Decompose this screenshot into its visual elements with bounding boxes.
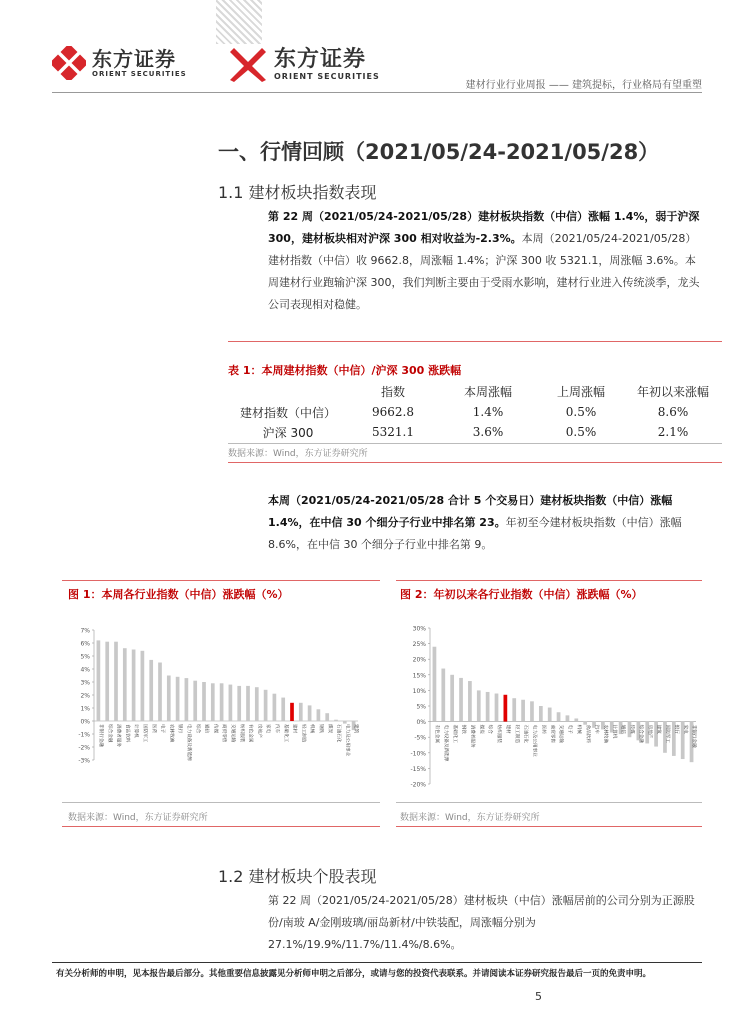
bar	[334, 720, 338, 721]
x-category-label: 通信	[620, 724, 626, 734]
bar	[459, 678, 463, 722]
bar	[574, 718, 578, 721]
x-category-label: 计算机	[611, 724, 617, 739]
x-category-label: 机械	[575, 724, 581, 734]
bar	[141, 651, 145, 721]
paragraph-normal-text: 本周（2021/05/24-2021/05/28）建材指数（中信）收 9662.8，周涨幅 1.4%；沪深 300 收 5321.1，周涨幅 3.6%。本周建材行业跑输沪深 300，我们判断主要由于受雨水影响，建材行业进入传统淡季，龙头公司表现相对稳健。	[268, 232, 700, 311]
x-category-label: 农林牧渔	[602, 724, 608, 743]
x-category-label: 轻工制造	[513, 724, 519, 743]
x-category-label: 电子	[567, 724, 573, 734]
paragraph-ranking	[268, 490, 702, 556]
bar	[512, 698, 516, 721]
x-category-label: 建材	[291, 724, 297, 734]
table-cell: 8.6%	[657, 405, 689, 419]
footer-divider	[52, 962, 702, 963]
y-tick-label: 20%	[412, 656, 426, 664]
x-category-label: 汽车	[274, 724, 279, 734]
x-category-label: 通信	[203, 724, 209, 734]
figure2-bottom-rule	[396, 826, 702, 827]
figure1-title: 图 1：本周各行业指数（中信）涨跌幅（%）	[68, 588, 289, 601]
x-category-label: 交通运输	[558, 724, 564, 743]
table-cell: 0.5%	[565, 405, 597, 419]
x-category-label: 食品饮料	[584, 724, 590, 743]
x-category-label: 基础化工	[282, 724, 288, 743]
bar	[97, 640, 101, 721]
table-row	[228, 402, 722, 422]
figure2-source: 数据来源：Wind，东方证券研究所	[400, 813, 540, 823]
bar	[220, 683, 224, 721]
figure1-source: 数据来源：Wind，东方证券研究所	[68, 813, 208, 823]
figure2-title: 图 2：年初以来各行业指数（中信）涨跌幅（%）	[400, 588, 643, 601]
x-category-label: 有色金属	[247, 724, 253, 743]
x-category-label: 建筑	[655, 724, 661, 734]
bar	[504, 695, 508, 722]
logo-name-en: ORIENT SECURITIES	[92, 69, 187, 78]
figure2-top-rule	[396, 580, 702, 581]
x-category-label: 综合	[487, 724, 493, 734]
bar	[185, 678, 189, 721]
x-category-label: 银行	[177, 724, 183, 734]
orient-logo-left	[52, 46, 187, 80]
y-tick-label: 30%	[412, 625, 426, 633]
paragraph-index-performance	[268, 206, 702, 316]
orient-logo-mark-icon	[52, 46, 86, 80]
bar	[202, 682, 206, 721]
bar	[273, 694, 277, 721]
bar	[495, 694, 499, 722]
x-category-label: 商贸零售	[549, 724, 555, 743]
y-tick-label: 1%	[80, 705, 90, 713]
table-header-cell	[228, 380, 348, 402]
x-category-label: 家电	[682, 724, 688, 734]
y-tick-label: 6%	[80, 640, 90, 648]
x-category-label: 医药	[150, 724, 156, 734]
table-header-cell: 年初以来涨幅	[636, 384, 709, 399]
table-cell: 沪深 300	[262, 425, 314, 440]
y-tick-label: 4%	[80, 666, 90, 674]
bar	[264, 690, 268, 721]
chart-ytd-industry-change	[396, 620, 702, 800]
x-category-label: 农林牧渔	[168, 724, 174, 743]
x-category-label: 汽车	[593, 724, 599, 734]
y-tick-label: 0%	[80, 718, 90, 726]
x-category-label: 石油石化	[522, 724, 528, 743]
x-category-label: 消费者服务	[469, 724, 475, 748]
table-cell: 建材指数（中信）	[239, 405, 336, 420]
y-tick-label: -15%	[410, 765, 426, 773]
bar	[557, 712, 561, 721]
bar	[566, 715, 570, 721]
report-title: 建材行业行业周报 —— 建筑提标，行业格局有望重塑	[465, 80, 702, 91]
x-category-label: 计算机	[133, 724, 139, 738]
x-category-label: 综合	[194, 724, 200, 734]
x-category-label: 商贸零售	[221, 724, 227, 743]
y-tick-label: 0%	[416, 719, 426, 727]
x-category-label: 电力设备及新能源	[442, 724, 448, 762]
bar	[433, 647, 437, 722]
bar	[237, 686, 241, 721]
y-tick-label: -10%	[410, 750, 426, 758]
logo-name-cn: 东方证券	[274, 46, 367, 72]
x-category-label: 国防军工	[142, 724, 147, 743]
x-category-label: 传媒	[629, 724, 635, 734]
x-category-label: 房地产	[646, 724, 652, 739]
bar	[114, 642, 118, 721]
x-category-label: 非银行金融	[691, 724, 697, 748]
page-number: 5	[535, 990, 542, 1003]
paragraph-bold-text: 本周（2021/05/24-2021/05/28 合计 5 个交易日）建材板块指数（中信）涨幅 1.4%，在中信 30 个细分子行业中排名第 23。	[268, 494, 673, 529]
table-top-rule	[228, 341, 722, 342]
bar	[521, 700, 525, 722]
x-category-label: 交通运输	[230, 724, 235, 743]
bar	[317, 709, 321, 721]
table-source: 数据来源：Wind，东方证券研究所	[228, 449, 368, 459]
bar	[132, 650, 136, 722]
y-tick-label: 15%	[412, 672, 426, 680]
paragraph-stock-performance: 第 22 周（2021/05/24-2021/05/28）建材板块（中信）涨幅居前的公司分别为正源股份/南玻 A/金刚玻璃/丽岛新材/中铁装配，周涨幅分别为 27.1%/19.9%/11.7%/11.4%/8.6%。	[268, 894, 695, 951]
x-category-label: 消费者服务	[115, 724, 121, 747]
y-tick-label: 2%	[80, 692, 90, 700]
table-cell: 2.1%	[657, 425, 689, 439]
logo-name-cn: 东方证券	[92, 46, 176, 71]
bar	[176, 677, 180, 721]
header-hatch-decoration	[216, 0, 262, 44]
table-cell: 1.4%	[472, 405, 504, 419]
figure1-source-rule	[62, 802, 380, 803]
x-category-label: 电子	[159, 724, 165, 734]
figure1-top-rule	[62, 580, 380, 581]
x-category-label: 食品饮料	[124, 724, 130, 743]
x-category-label: 国防军工	[664, 724, 670, 743]
bar	[299, 703, 303, 721]
y-tick-label: -3%	[78, 757, 90, 765]
bar	[149, 660, 153, 721]
y-tick-label: 25%	[412, 641, 426, 649]
chart-weekly-industry-change	[62, 620, 362, 800]
table-header-cell: 指数	[380, 384, 405, 399]
y-tick-label: -5%	[414, 734, 426, 742]
subsection-title-1: 1.1 建材板块指数表现	[218, 183, 377, 202]
x-category-label: 纺织服装	[238, 724, 244, 743]
table-row	[228, 422, 722, 442]
y-tick-label: -1%	[78, 731, 90, 739]
y-tick-label: 5%	[80, 653, 90, 661]
y-tick-label: -2%	[78, 744, 90, 752]
y-tick-label: 5%	[416, 703, 426, 711]
x-category-label: 医药	[540, 724, 546, 734]
table-cell: 0.5%	[565, 425, 597, 439]
x-category-label: 机械	[309, 724, 315, 734]
y-tick-label: -20%	[410, 781, 426, 789]
paragraph-bold-text: 第 22 周（2021/05/24-2021/05/28）建材板块指数（中信）涨幅 1.4%，弱于沪深 300，建材板块相对沪深 300 相对收益为-2.3%。	[268, 210, 700, 245]
y-tick-label: 3%	[80, 679, 90, 687]
x-category-label: 房地产	[256, 724, 262, 738]
x-category-label: 综合金融	[106, 724, 112, 743]
bar	[539, 706, 543, 722]
x-category-label: 建材	[504, 724, 510, 734]
table-header-cell: 本周涨幅	[463, 384, 512, 399]
bar	[325, 713, 329, 721]
table-header-row	[228, 380, 722, 402]
table-source-rule	[228, 443, 722, 444]
subsection-title-2: 1.2 建材板块个股表现	[218, 867, 377, 886]
figure1-bottom-rule	[62, 826, 380, 827]
bar	[193, 681, 197, 721]
table-bottom-rule	[228, 462, 722, 463]
bar	[477, 690, 481, 721]
x-category-label: 煤炭	[478, 724, 484, 734]
x-category-label: 煤炭	[326, 724, 332, 734]
bar	[450, 675, 454, 722]
x-category-label: 非银行金融	[98, 724, 103, 747]
logo-name-en: ORIENT SECURITIES	[274, 71, 380, 81]
bar	[105, 642, 109, 721]
x-category-label: 有色金属	[434, 724, 440, 743]
x-category-label: 轻工制造	[300, 724, 306, 743]
bar	[441, 669, 445, 722]
bar	[255, 687, 259, 721]
table-cell: 9662.8	[372, 405, 414, 419]
bar	[123, 648, 127, 721]
bar	[246, 686, 250, 721]
bar	[281, 698, 285, 721]
table-cell: 5321.1	[372, 425, 414, 439]
y-tick-label: 7%	[80, 627, 90, 635]
x-category-label: 电力及公用事业	[344, 724, 350, 757]
paragraph-normal-text: 年初至今建材板块指数（中信）涨幅 8.6%，在中信 30 个细分子行业中排名第 9。	[268, 516, 682, 551]
x-category-label: 电力及公用事业	[531, 724, 537, 757]
header-divider	[52, 92, 702, 93]
bar	[548, 708, 552, 722]
orient-logo-x-icon	[228, 44, 268, 84]
x-category-label: 家电	[265, 724, 271, 734]
x-category-label: 综合金融	[637, 724, 643, 743]
x-category-label: 传媒	[212, 724, 218, 734]
index-table	[228, 380, 722, 442]
orient-logo-right	[228, 44, 380, 84]
bar	[486, 692, 490, 722]
figure2-source-rule	[396, 802, 702, 803]
x-category-label: 钢铁	[460, 724, 466, 734]
bar	[158, 663, 162, 722]
bar	[229, 685, 233, 721]
bar	[530, 701, 534, 721]
x-category-label: 银行	[673, 724, 679, 734]
bar	[167, 676, 171, 722]
bar	[468, 681, 472, 722]
bar	[308, 705, 312, 721]
footer-disclaimer: 有关分析师的申明，见本报告最后部分。其他重要信息披露见分析师申明之后部分，或请与您的投资代表联系。并请阅读本证券研究报告最后一页的免责申明。	[56, 969, 652, 979]
section-title: 一、行情回顾（2021/05/24-2021/05/28）	[218, 140, 660, 164]
x-category-label: 建筑	[353, 724, 359, 734]
y-tick-label: 10%	[412, 687, 426, 695]
table-cell: 3.6%	[472, 425, 504, 439]
x-category-label: 电力设备及新能源	[186, 724, 191, 761]
table-header-cell: 上周涨幅	[556, 384, 605, 399]
x-category-label: 基础化工	[451, 724, 457, 743]
bar	[211, 683, 215, 721]
x-category-label: 纺织服装	[496, 724, 502, 743]
bar	[290, 703, 294, 721]
table-title: 表 1：本周建材指数（中信）/沪深 300 涨跌幅	[228, 364, 462, 377]
x-category-label: 钢铁	[318, 724, 323, 734]
x-category-label: 石油石化	[335, 724, 341, 743]
